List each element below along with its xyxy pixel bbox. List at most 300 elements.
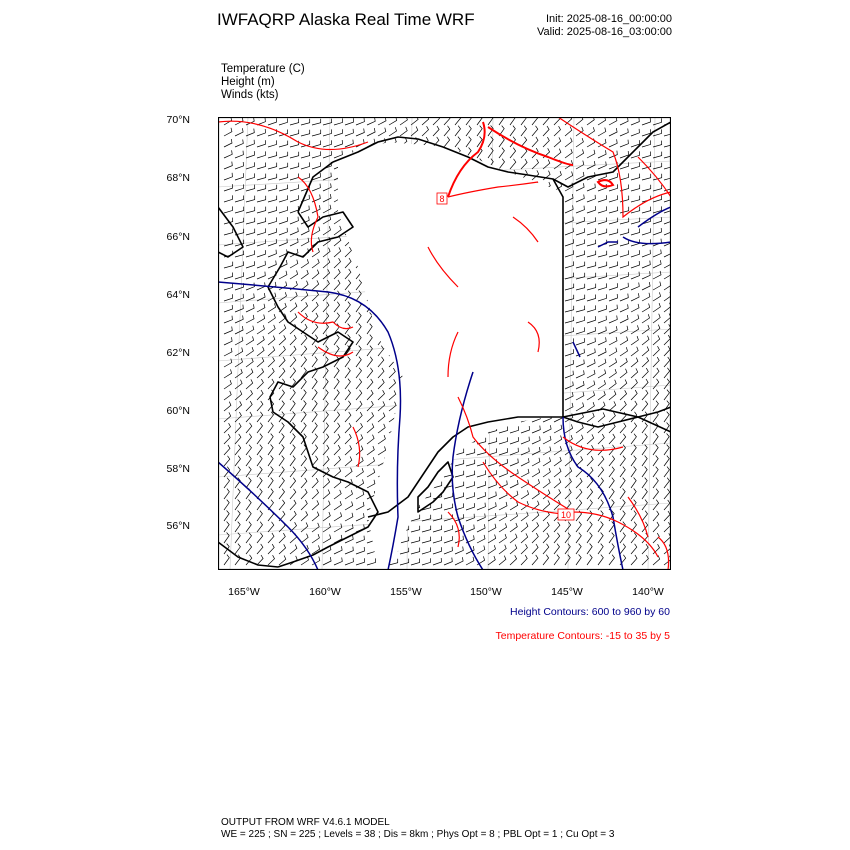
wind-barb — [312, 379, 317, 390]
wind-barb — [609, 262, 618, 269]
wind-barb — [587, 511, 592, 521]
wind-barb — [466, 137, 471, 147]
wind-barb — [554, 489, 561, 499]
wind-barb — [609, 305, 617, 312]
wind-barb — [620, 140, 628, 147]
wind-barb — [268, 412, 274, 422]
wind-barb — [510, 523, 517, 532]
wind-barb — [620, 390, 627, 400]
wind-barb — [642, 271, 650, 279]
wind-barb — [620, 533, 625, 543]
wind-barb — [290, 119, 299, 125]
wind-barb — [576, 555, 581, 566]
wind-barb — [598, 500, 603, 510]
wind-barb — [510, 148, 516, 158]
wind-barb — [532, 522, 539, 532]
wind-barb — [235, 315, 243, 323]
wind-barb — [312, 324, 318, 334]
wind-barb — [290, 217, 298, 224]
wind-barb — [565, 371, 573, 378]
wind-barb — [543, 522, 549, 532]
wind-barb — [631, 434, 636, 444]
wind-barb — [279, 489, 285, 499]
wind-barb — [235, 522, 240, 532]
wind-barb — [257, 379, 263, 389]
wind-barb — [609, 117, 617, 125]
wind-barb — [609, 391, 616, 400]
wind-barb — [279, 434, 284, 445]
wind-barb — [598, 162, 606, 170]
wind-barb — [257, 228, 266, 235]
wind-barb — [235, 207, 244, 213]
wind-barb — [323, 226, 331, 235]
wind-barb — [224, 195, 233, 202]
wind-barb — [224, 283, 233, 290]
wind-barb — [466, 492, 475, 499]
wind-barb — [334, 456, 341, 466]
wind-barb — [345, 258, 351, 268]
wind-barb — [301, 500, 307, 510]
wind-barb — [532, 533, 538, 543]
wind-barb — [323, 237, 330, 246]
wind-barb — [433, 126, 439, 136]
wind-barb — [246, 347, 253, 356]
wind-barb — [301, 302, 308, 312]
wind-barb — [246, 423, 252, 433]
wind-barb — [224, 369, 232, 378]
wind-barb — [543, 457, 551, 466]
wind-barb — [532, 469, 540, 478]
wind-barb — [411, 526, 420, 532]
wind-barb — [488, 545, 496, 554]
lat-label: 70°N — [166, 114, 190, 126]
wind-barb — [598, 294, 607, 301]
wind-barb — [268, 489, 273, 499]
wind-barb — [664, 412, 669, 422]
wind-barb — [587, 228, 596, 235]
wind-barb — [345, 513, 353, 521]
wind-barb — [554, 171, 561, 180]
wind-barb — [576, 295, 585, 301]
wind-barb — [587, 117, 594, 125]
wind-barb — [290, 500, 296, 510]
wind-barb — [664, 379, 670, 389]
wind-barb — [224, 229, 233, 235]
wind-barb — [642, 250, 650, 257]
wind-barb — [312, 412, 317, 422]
wind-barb — [598, 359, 606, 367]
wind-barb — [642, 261, 650, 268]
wind-barb — [279, 357, 285, 367]
wind-barb — [477, 546, 485, 554]
wind-barb — [565, 478, 571, 488]
wind-barb — [455, 137, 460, 147]
wind-barb — [565, 424, 573, 433]
wind-barb — [279, 445, 284, 456]
wind-barb — [532, 126, 538, 136]
wind-barb — [499, 117, 504, 125]
wind-barb — [301, 227, 309, 235]
wind-barb — [620, 434, 626, 444]
wind-barb — [356, 346, 361, 356]
wind-barb — [609, 139, 617, 147]
wind-barb — [598, 229, 607, 235]
wind-barb — [609, 412, 615, 422]
wind-barb — [653, 500, 659, 510]
wind-barb — [224, 240, 233, 246]
wind-barb — [367, 357, 373, 367]
wind-barb — [631, 315, 639, 323]
wind-barb — [433, 558, 442, 565]
wind-barb — [334, 467, 341, 477]
wind-barb — [631, 229, 640, 236]
wind-barb — [565, 544, 570, 554]
wind-barb — [598, 337, 606, 345]
wind-barb — [290, 206, 299, 213]
wind-barb — [642, 228, 651, 235]
wind-barb — [642, 368, 648, 378]
wind-barb — [323, 412, 328, 422]
wind-barb — [653, 478, 658, 488]
wind-barb — [301, 534, 308, 543]
wind-barb — [642, 434, 647, 444]
wind-barb — [642, 467, 647, 478]
wind-barb — [444, 137, 450, 147]
wind-barb — [246, 500, 251, 511]
wind-barb — [642, 347, 649, 357]
wind-barb — [367, 390, 373, 400]
wind-barb — [367, 117, 375, 125]
wind-barb — [257, 218, 266, 224]
wind-barb — [642, 478, 647, 488]
lat-label: 56°N — [166, 520, 190, 532]
wind-barb — [565, 138, 572, 147]
wind-barb — [323, 280, 329, 290]
wind-barb — [268, 239, 277, 246]
wind-barb — [323, 194, 331, 202]
wind-barb — [510, 555, 517, 565]
wind-barb — [488, 117, 493, 125]
wind-barb — [609, 380, 616, 389]
wind-barb — [664, 314, 671, 324]
wind-barb — [301, 489, 307, 499]
wind-barb — [334, 490, 341, 499]
wind-barb — [290, 174, 299, 181]
wind-barb — [224, 150, 232, 158]
wind-barb — [620, 456, 625, 466]
wind-barb — [521, 426, 530, 433]
wind-barb — [356, 536, 364, 543]
wind-barb — [609, 478, 614, 488]
wind-barb — [631, 129, 639, 136]
wind-barb — [664, 357, 670, 367]
wind-barb — [587, 127, 595, 136]
wind-barb — [301, 335, 307, 345]
wind-barb — [631, 555, 637, 565]
wind-barb — [301, 281, 308, 290]
wind-barb — [235, 434, 241, 444]
wind-barb — [235, 544, 240, 554]
wind-barb — [235, 489, 240, 499]
wind-barb — [345, 434, 351, 444]
wind-barb — [576, 381, 584, 389]
wind-barb — [554, 457, 561, 466]
wind-barb — [565, 403, 573, 411]
wind-barb — [598, 348, 606, 356]
wind-barb — [257, 185, 266, 191]
wind-barb — [664, 390, 669, 400]
temp-contour-label-8 — [437, 193, 447, 204]
wind-barb — [543, 533, 549, 543]
wind-barb — [554, 468, 561, 477]
wind-barb — [433, 526, 442, 533]
wind-barb — [466, 481, 475, 488]
wind-barb — [235, 401, 242, 411]
wind-barb — [631, 467, 636, 478]
wind-barb — [499, 470, 507, 477]
wind-barb — [576, 327, 585, 334]
wind-barb — [631, 489, 636, 500]
wind-barb — [587, 370, 595, 378]
wind-barb — [334, 346, 339, 357]
wind-barb — [224, 412, 231, 422]
wind-barb — [499, 159, 505, 169]
wind-barb — [664, 489, 670, 499]
wind-barb — [433, 504, 442, 510]
wind-barb — [378, 401, 385, 411]
model-source-line: OUTPUT FROM WRF V4.6.1 MODEL — [221, 817, 390, 828]
wind-barb — [620, 272, 629, 279]
wind-barb — [576, 149, 584, 158]
wind-barb — [631, 261, 640, 268]
wind-barb — [268, 140, 277, 147]
wind-barb — [488, 524, 496, 532]
wind-barb — [235, 294, 243, 301]
wind-barb — [268, 207, 277, 214]
wind-barb — [279, 195, 288, 202]
wind-barb — [279, 282, 287, 291]
wind-barb — [653, 357, 659, 367]
wind-barb — [488, 492, 496, 499]
wind-barb — [312, 130, 321, 136]
wind-barb — [631, 196, 640, 202]
wind-barb — [312, 445, 318, 455]
wind-barb — [631, 174, 640, 180]
wind-barb — [345, 357, 350, 367]
wind-barb — [389, 117, 397, 125]
wind-barb — [290, 152, 299, 158]
wind-barb — [312, 478, 318, 488]
wind-barb — [411, 559, 420, 566]
wind-barb — [576, 273, 585, 279]
wind-barb — [323, 490, 330, 500]
wind-barb — [466, 117, 472, 125]
wind-barb — [268, 314, 275, 323]
wind-barb — [356, 379, 362, 389]
wind-barb — [598, 150, 606, 158]
wind-barb — [499, 437, 508, 444]
wind-barb — [565, 194, 573, 202]
wind-barb — [609, 240, 618, 246]
valid-time: Valid: 2025-08-16_03:00:00 — [537, 26, 672, 38]
wind-barb — [268, 522, 274, 532]
wind-barb — [268, 118, 277, 125]
wind-barb — [422, 547, 431, 554]
wind-barb — [620, 423, 626, 433]
wind-barb — [345, 118, 354, 125]
wind-barb — [631, 533, 637, 543]
wind-barb — [466, 460, 475, 466]
wind-barb — [620, 467, 625, 477]
wind-barb — [279, 556, 286, 566]
wind-barb — [499, 502, 507, 510]
wind-barb — [532, 117, 538, 125]
wind-barb — [224, 316, 232, 323]
wind-barb — [290, 130, 299, 136]
wind-barb — [521, 555, 527, 565]
wind-barb — [323, 535, 331, 544]
wind-barb — [510, 426, 519, 433]
wind-barb — [323, 248, 330, 257]
wind-barb — [565, 284, 574, 290]
temp-contour-label-10 — [558, 509, 574, 520]
wind-barb — [268, 217, 277, 224]
wind-barb — [378, 379, 384, 389]
wind-barb — [312, 302, 318, 312]
wind-barb — [301, 523, 308, 533]
wind-barb — [323, 557, 331, 565]
wind-barb — [301, 357, 307, 367]
wind-barb — [334, 302, 340, 312]
wind-barb — [664, 467, 669, 477]
wind-barb — [257, 555, 263, 565]
wind-barb — [334, 379, 339, 389]
wind-barb — [235, 533, 240, 543]
wind-barb — [356, 513, 364, 521]
lon-label: 145°W — [551, 586, 583, 598]
wind-barb — [312, 434, 318, 444]
wind-barb — [653, 434, 658, 445]
wind-barb — [620, 511, 625, 521]
wind-barb — [576, 183, 584, 191]
wind-barb — [257, 325, 265, 334]
wind-barb — [620, 117, 628, 125]
wind-barb — [565, 533, 570, 543]
wind-barb — [224, 294, 233, 301]
wind-barb — [609, 456, 615, 466]
wind-barb — [576, 489, 582, 499]
wind-barb — [565, 328, 574, 335]
wind-barb — [268, 434, 273, 444]
wind-barb — [279, 141, 288, 147]
wind-barb — [367, 446, 374, 455]
wind-barb — [323, 173, 331, 180]
wind-barb — [301, 511, 308, 521]
wind-barb — [356, 357, 361, 367]
wind-barb — [620, 315, 628, 323]
wind-barb — [290, 292, 297, 301]
wind-barb — [455, 493, 464, 500]
wind-barb — [246, 434, 252, 444]
wind-barb — [367, 558, 376, 565]
wind-barb — [576, 217, 585, 224]
wind-barb — [345, 390, 351, 400]
wind-barb — [345, 423, 351, 433]
wind-barb — [620, 326, 628, 334]
wind-barb — [334, 558, 342, 566]
wind-barb — [664, 500, 670, 510]
wind-barb — [246, 315, 254, 323]
wind-barb — [620, 500, 625, 511]
wind-barb — [224, 391, 231, 400]
wind-barb — [290, 184, 299, 191]
wind-barb — [620, 380, 627, 390]
wind-barb — [609, 229, 618, 235]
wind-barb — [323, 205, 331, 213]
wind-barb — [532, 458, 540, 466]
wind-barb — [257, 304, 265, 312]
wind-barb — [587, 195, 595, 202]
wind-barb — [510, 448, 518, 455]
wind-barb — [400, 117, 407, 125]
wind-barb — [334, 368, 339, 379]
wind-barb — [290, 346, 296, 356]
wind-barb — [455, 126, 461, 136]
wind-barb — [620, 173, 629, 180]
map-title: IWFAQRP Alaska Real Time WRF — [217, 10, 475, 29]
wind-barb — [334, 412, 340, 422]
wind-barb — [664, 533, 671, 543]
wind-barb — [609, 348, 617, 356]
wind-barb — [279, 228, 287, 235]
wind-barb — [224, 206, 233, 213]
wind-barb — [510, 545, 517, 555]
wind-barb — [565, 149, 572, 158]
wind-barb — [301, 379, 306, 389]
wind-barb — [246, 173, 255, 180]
wind-barb — [653, 303, 660, 312]
wind-barb — [554, 149, 561, 158]
wind-barb — [455, 482, 464, 488]
wind-barb — [367, 469, 375, 478]
wind-barb — [378, 424, 385, 433]
wind-barb — [257, 118, 265, 125]
wind-barb — [378, 390, 385, 400]
wind-barb — [609, 434, 615, 444]
wind-barb — [356, 412, 362, 422]
wind-barb — [532, 544, 538, 554]
wind-barb — [334, 280, 340, 290]
wind-barb — [521, 437, 529, 444]
wind-barb — [246, 162, 255, 169]
wind-barb — [246, 478, 251, 489]
wind-barb — [312, 489, 319, 499]
wind-barb — [510, 534, 517, 543]
wind-barb — [664, 335, 670, 345]
wind-barb — [246, 445, 252, 455]
wind-barb — [598, 544, 603, 554]
wind-barb — [631, 390, 637, 400]
wind-barb — [323, 401, 328, 411]
wind-barb — [279, 368, 285, 378]
wind-barb — [543, 447, 551, 455]
wind-barb — [499, 513, 507, 521]
wind-barb — [290, 357, 296, 367]
wind-barb — [246, 185, 255, 191]
wind-barb — [565, 205, 573, 213]
wind-barb — [367, 313, 372, 324]
wind-barb — [609, 369, 616, 378]
